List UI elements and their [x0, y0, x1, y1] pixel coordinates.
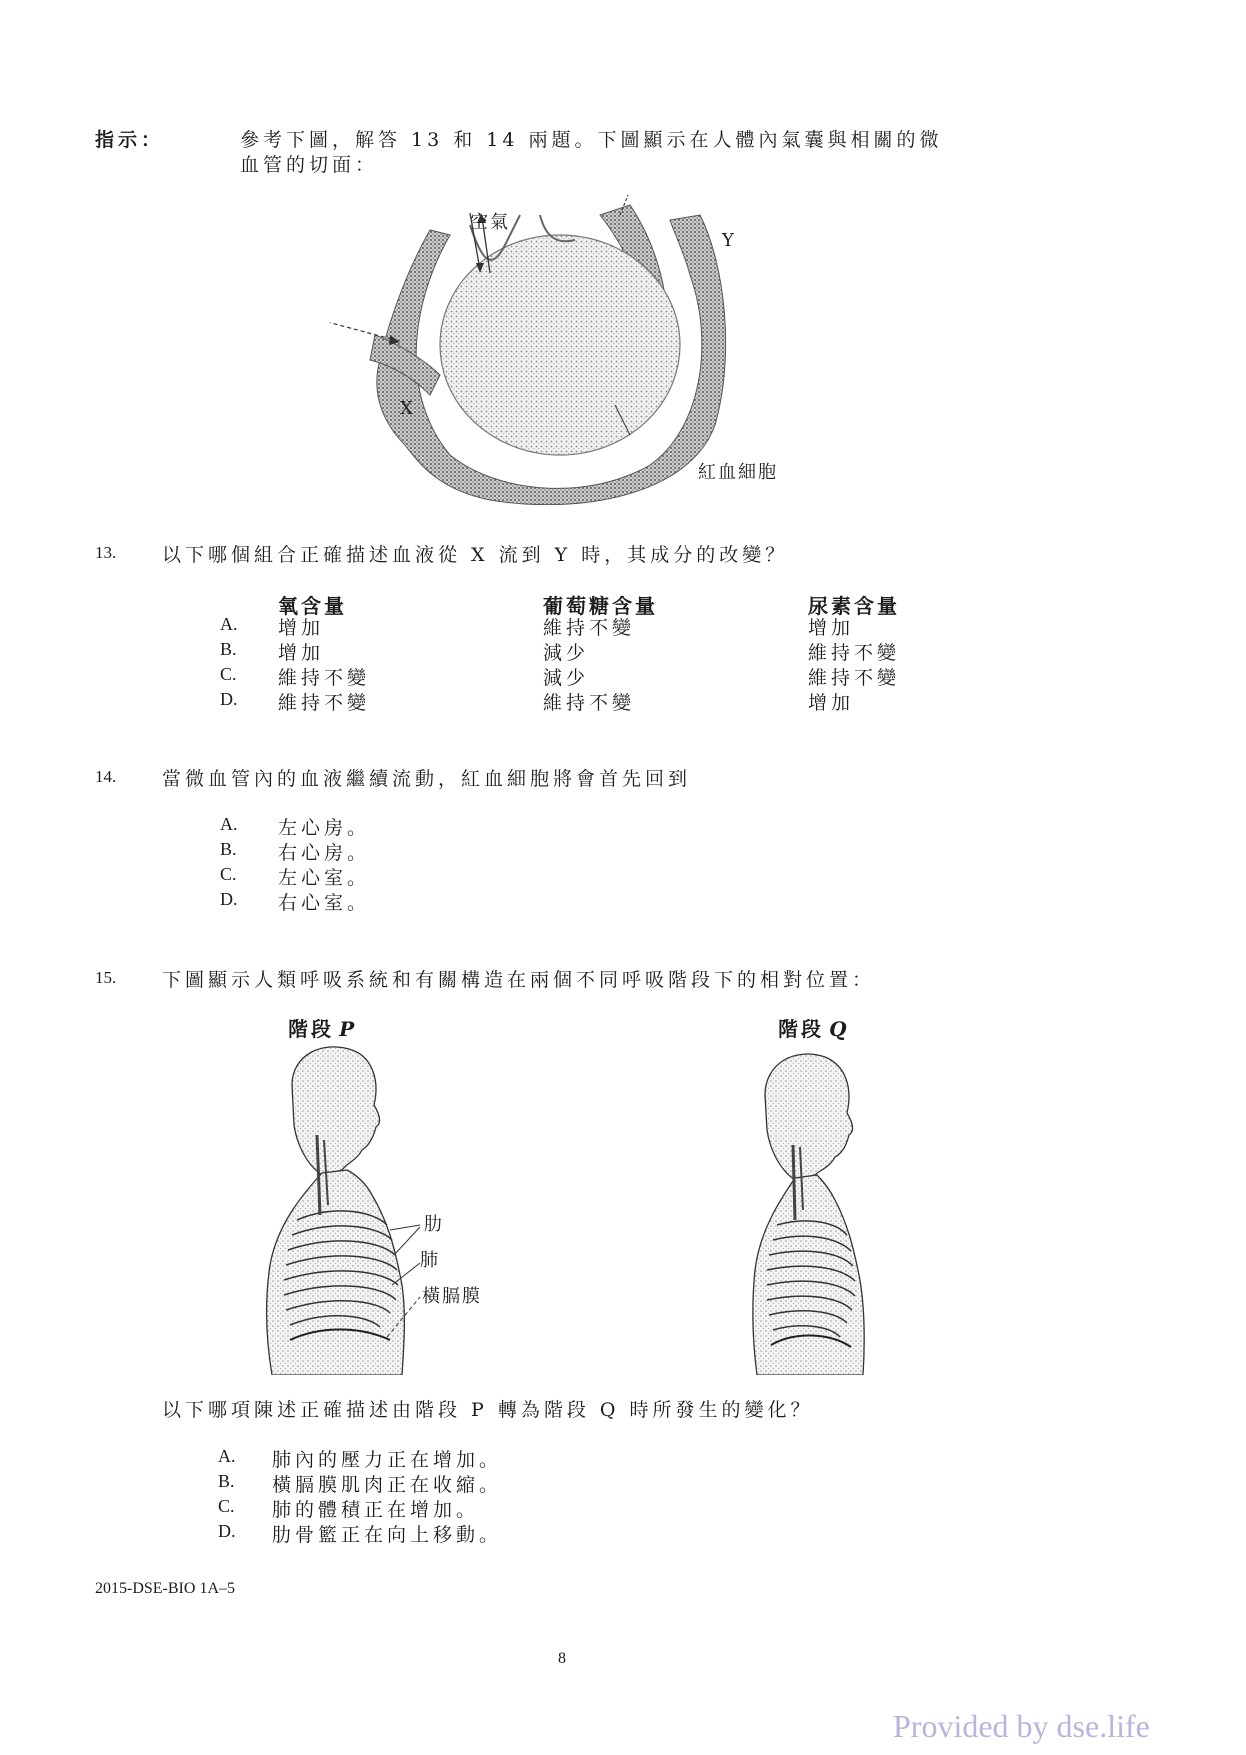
- label-x: X: [400, 398, 415, 419]
- option-urea: 維持不變: [808, 642, 901, 664]
- option-text: 左心房。: [278, 817, 371, 839]
- instruction-line-1: 參考下圖，解答 13 和 14 兩題。下圖顯示在人體內氣囊與相關的微: [240, 129, 943, 151]
- option-letter: A.: [220, 814, 238, 834]
- option-letter: C.: [220, 864, 237, 884]
- question-15-number: 15.: [95, 968, 117, 987]
- q13-header-urea: 尿素含量: [808, 594, 900, 618]
- question-13-text: 以下哪個組合正確描述血液從 X 流到 Y 時，其成分的改變？: [162, 544, 789, 566]
- option-glucose: 減少: [543, 667, 590, 689]
- stage-q-title: [778, 1013, 850, 1042]
- question-15-prompt: 以下哪項陳述正確描述由階段 P 轉為階段 Q 時所發生的變化？: [162, 1399, 814, 1421]
- stage-q-letter: Q: [829, 1017, 850, 1041]
- option-letter: C.: [218, 1496, 235, 1516]
- option-glucose: 維持不變: [543, 617, 636, 639]
- instruction-label: 指示：: [95, 129, 165, 151]
- option-letter: B.: [220, 839, 237, 859]
- option-oxygen: 維持不變: [278, 667, 371, 689]
- option-text: 左心室。: [278, 867, 371, 889]
- label-air: 空氣: [470, 212, 510, 233]
- option-letter: A.: [218, 1446, 236, 1466]
- paper-code: 2015-DSE-BIO 1A–5: [95, 1580, 235, 1597]
- label-diaphragm: 橫膈膜: [422, 1286, 482, 1307]
- stage-p-letter: P: [339, 1017, 358, 1041]
- option-letter: B.: [218, 1471, 235, 1491]
- option-text: 右心室。: [278, 892, 371, 914]
- option-text: 右心房。: [278, 842, 371, 864]
- question-15-text: 下圖顯示人類呼吸系統和有關構造在兩個不同呼吸階段下的相對位置：: [162, 969, 876, 991]
- option-urea: 增加: [808, 617, 855, 639]
- option-text: 肺內的壓力正在增加。: [272, 1449, 503, 1471]
- question-14-text: 當微血管內的血液繼續流動，紅血細胞將會首先回到: [162, 768, 692, 790]
- stage-p-word: 階段: [288, 1017, 334, 1041]
- page-number: 8: [558, 1650, 566, 1667]
- label-rib: 肋: [424, 1214, 444, 1235]
- option-urea: 增加: [808, 692, 855, 714]
- option-urea: 維持不變: [808, 667, 901, 689]
- option-oxygen: 維持不變: [278, 692, 371, 714]
- option-text: 橫膈膜肌肉正在收縮。: [272, 1474, 503, 1496]
- option-text: 肋骨籃正在向上移動。: [272, 1524, 503, 1546]
- option-glucose: 維持不變: [543, 692, 636, 714]
- instruction-line-2: 血管的切面：: [240, 154, 379, 176]
- option-letter: C.: [220, 664, 237, 684]
- option-oxygen: 增加: [278, 642, 325, 664]
- label-y: Y: [722, 230, 736, 251]
- option-letter: D.: [218, 1521, 236, 1541]
- label-lung: 肺: [420, 1250, 440, 1271]
- stage-q-word: 階段: [778, 1017, 824, 1041]
- option-letter: D.: [220, 689, 238, 709]
- watermark: Provided by dse.life: [893, 1708, 1150, 1744]
- question-14-number: 14.: [95, 767, 117, 786]
- question-13-number: 13.: [95, 543, 117, 562]
- stage-p-title: [288, 1013, 357, 1042]
- option-letter: A.: [220, 614, 238, 634]
- label-red-blood-cell: 紅血細胞: [698, 462, 778, 483]
- option-text: 肺的體積正在增加。: [272, 1499, 480, 1521]
- option-letter: D.: [220, 889, 238, 909]
- option-oxygen: 增加: [278, 617, 325, 639]
- q13-header-glucose: 葡萄糖含量: [543, 594, 658, 618]
- stage-p-torso-diagram: [262, 1045, 422, 1375]
- stage-q-torso-diagram: [735, 1045, 895, 1375]
- option-glucose: 減少: [543, 642, 590, 664]
- option-letter: B.: [220, 639, 237, 659]
- q13-header-oxygen: 氧含量: [278, 594, 347, 618]
